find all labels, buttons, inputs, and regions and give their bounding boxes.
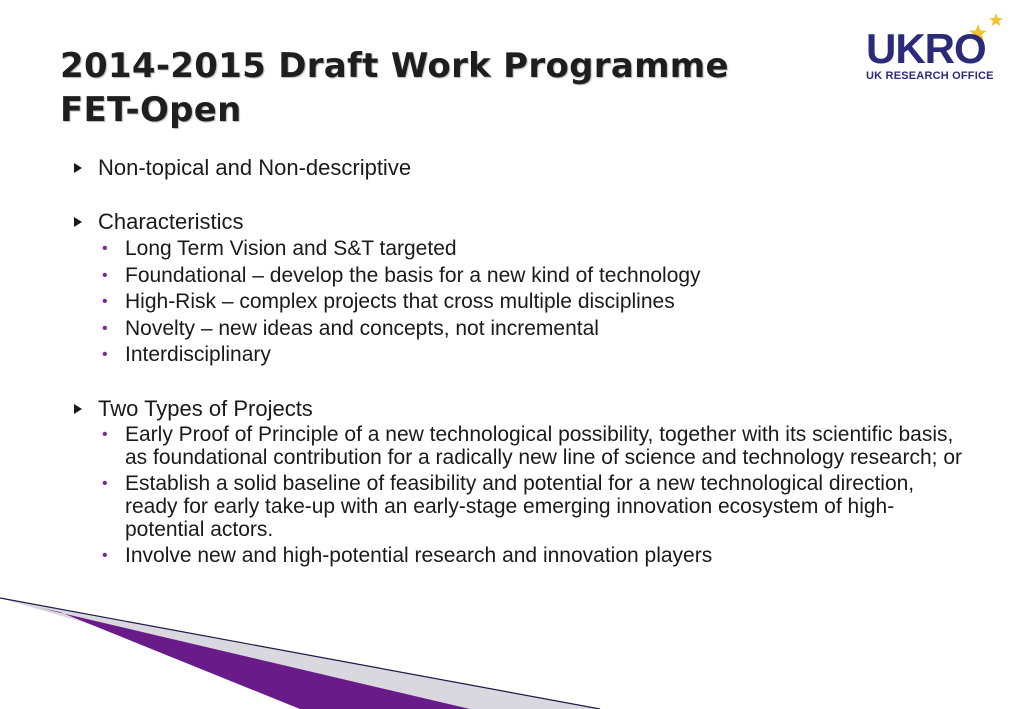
triangle-bullet-icon bbox=[74, 163, 82, 173]
list-item-text: Foundational – develop the basis for a new kind of technology bbox=[125, 263, 701, 287]
logo-subtitle: UK RESEARCH OFFICE bbox=[866, 70, 994, 82]
bullet-dot-icon: • bbox=[102, 346, 108, 363]
section-non-topical bbox=[72, 154, 972, 182]
list-item bbox=[72, 342, 972, 369]
list-item-text: Interdisciplinary bbox=[125, 343, 271, 366]
list-item-text: Establish a solid baseline of feasibility and potential for a new technological direction, ready for early take-up with an early-stage emerging innovation ecosystem of high-potential actors. bbox=[125, 471, 915, 541]
section-label: Non-topical and Non-descriptive bbox=[98, 155, 412, 180]
bullet-dot-icon: • bbox=[102, 240, 108, 257]
triangle-bullet-icon bbox=[74, 217, 82, 227]
bullet-dot-icon: • bbox=[102, 293, 108, 310]
list-item-text: Early Proof of Principle of a new technological possibility, together with its scientific basis, as foundational contribution for a radically new line of science and technology research; or bbox=[125, 422, 962, 469]
slide-body bbox=[72, 154, 972, 570]
list-item bbox=[72, 395, 972, 423]
bullet-dot-icon: • bbox=[102, 546, 108, 564]
list-item bbox=[72, 544, 972, 567]
list-item-text: High-Risk – complex projects that cross multiple disciplines bbox=[125, 290, 675, 313]
ukro-logo bbox=[862, 10, 1012, 86]
list-item bbox=[72, 316, 972, 343]
section-characteristics bbox=[72, 208, 972, 369]
list-item bbox=[72, 236, 972, 263]
list-item bbox=[72, 208, 972, 236]
characteristics-list bbox=[72, 236, 972, 369]
bullet-dot-icon: • bbox=[102, 266, 108, 284]
list-item bbox=[72, 472, 972, 541]
bullet-dot-icon: • bbox=[102, 319, 108, 337]
section-label: Two Types of Projects bbox=[98, 395, 313, 421]
slide-title-line-2: FET-Open bbox=[60, 90, 242, 130]
list-item bbox=[72, 423, 972, 469]
list-item bbox=[72, 154, 972, 182]
slide-title bbox=[60, 44, 729, 132]
bullet-dot-icon: • bbox=[102, 474, 108, 492]
bullet-dot-icon: • bbox=[102, 425, 108, 443]
list-item-text: Involve new and high-potential research and innovation players bbox=[125, 543, 713, 567]
section-project-types bbox=[72, 395, 972, 567]
list-item bbox=[72, 289, 972, 316]
list-item-text: Novelty – new ideas and concepts, not incremental bbox=[125, 316, 599, 340]
triangle-bullet-icon bbox=[74, 404, 82, 414]
section-label: Characteristics bbox=[98, 209, 244, 234]
project-types-list bbox=[72, 423, 972, 567]
logo-wordmark: UKRO bbox=[866, 25, 986, 72]
slide-title-line-1: 2014-2015 Draft Work Programme bbox=[60, 46, 729, 86]
list-item-text: Long Term Vision and S&T targeted bbox=[125, 237, 457, 260]
list-item bbox=[72, 263, 972, 290]
